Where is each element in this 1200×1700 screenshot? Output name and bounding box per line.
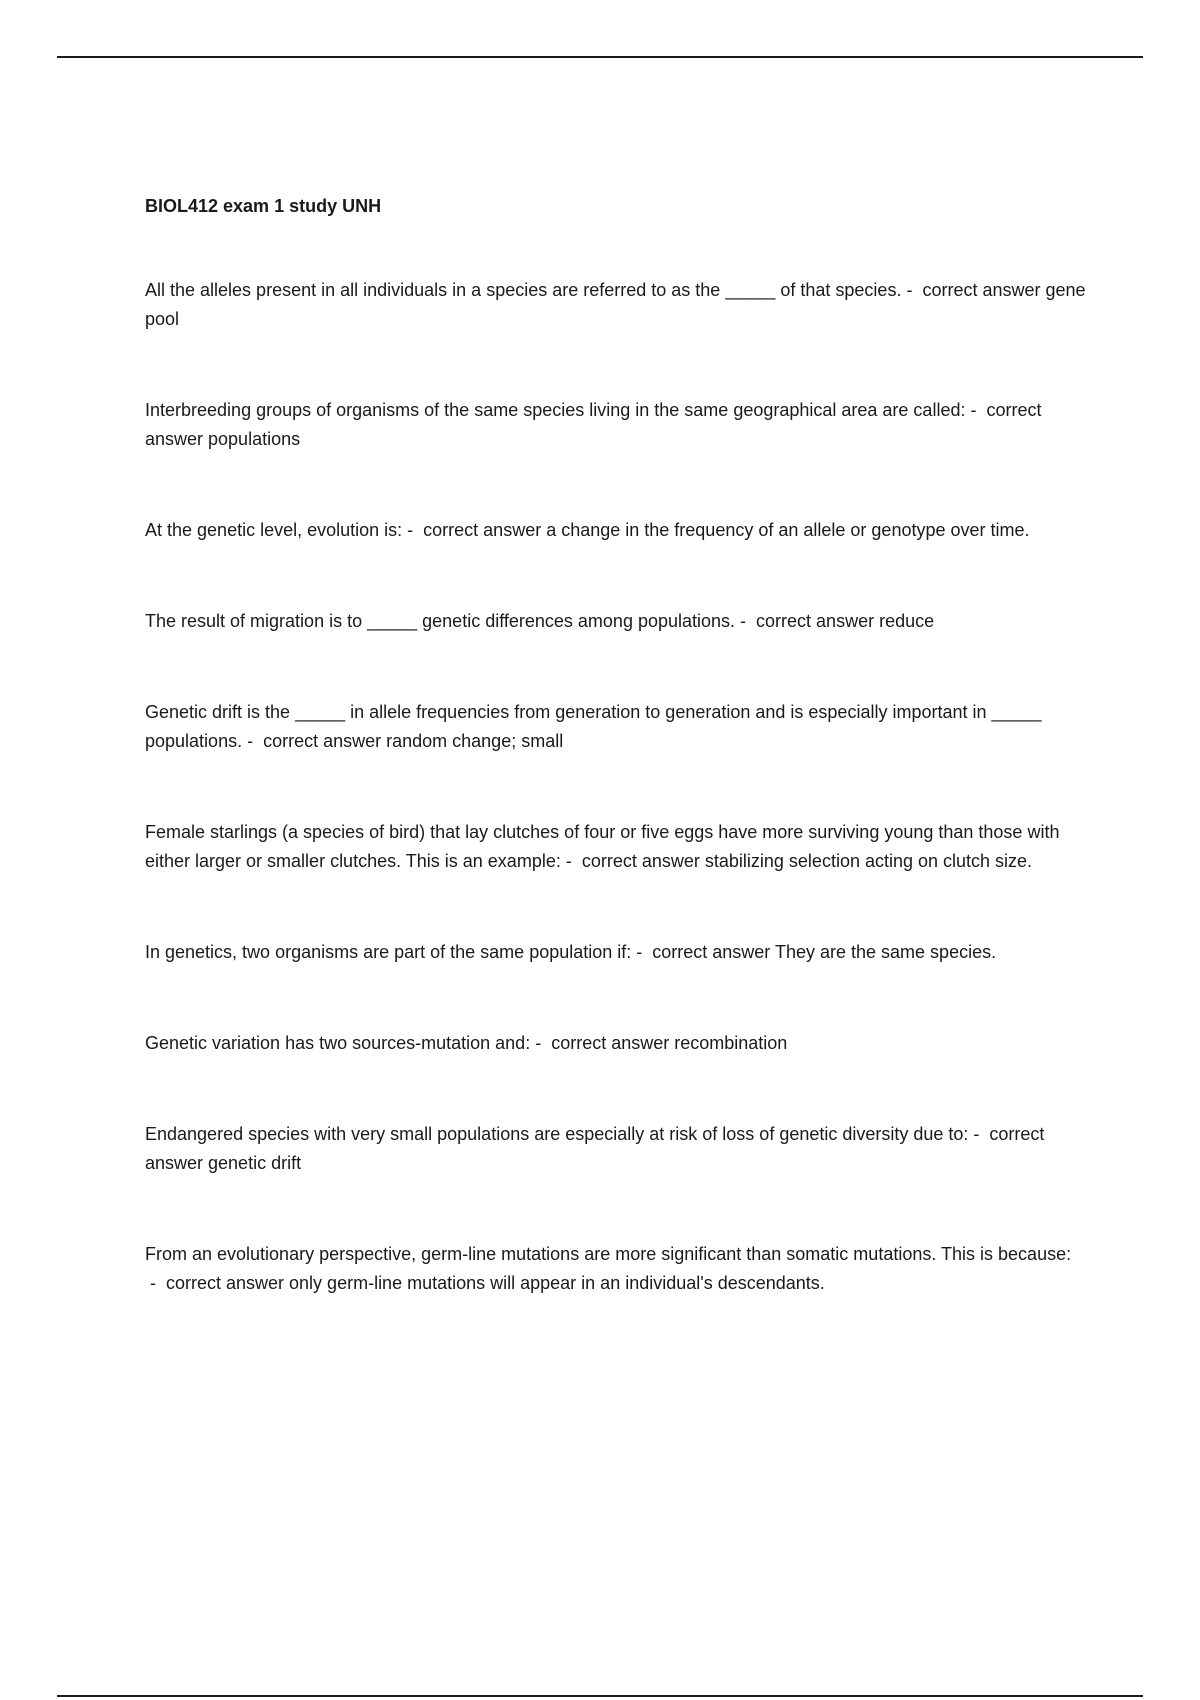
- qa-separator: -: [530, 1033, 552, 1053]
- question-text: Genetic variation has two sources-mutation and:: [145, 1033, 531, 1053]
- question-text: Endangered species with very small populations are especially at risk of loss of genetic diversity due to:: [145, 1124, 969, 1144]
- qa-item: [145, 1240, 1090, 1298]
- question-text: In genetics, two organisms are part of the same population if:: [145, 942, 632, 962]
- question-text: Genetic drift is the _____ in allele frequencies from generation to generation and is especially important in _____ populations.: [145, 702, 1042, 751]
- qa-separator: -: [968, 1124, 990, 1144]
- answer-text: correct answer populations: [145, 400, 1042, 449]
- top-rule: [57, 56, 1143, 58]
- qa-item: [145, 276, 1090, 334]
- question-text: Female starlings (a species of bird) that lay clutches of four or five eggs have more surviving young than those with either larger or smaller clutches. This is an example:: [145, 822, 1060, 871]
- question-text: All the alleles present in all individuals in a species are referred to as the _____ of that species.: [145, 280, 902, 300]
- qa-item: [145, 938, 1090, 967]
- qa-list: [145, 276, 1090, 1298]
- answer-text: correct answer genetic drift: [145, 1124, 1045, 1173]
- qa-item: [145, 396, 1090, 454]
- qa-separator: -: [560, 851, 582, 871]
- qa-item: [145, 1029, 1090, 1058]
- question-text: At the genetic level, evolution is:: [145, 520, 403, 540]
- answer-text: correct answer gene pool: [145, 280, 1086, 329]
- answer-text: correct answer a change in the frequency of an allele or genotype over time.: [423, 520, 1030, 540]
- answer-text: correct answer recombination: [551, 1033, 788, 1053]
- qa-item: [145, 698, 1090, 756]
- qa-separator: -: [145, 1273, 166, 1293]
- document-body: [145, 192, 1090, 1360]
- answer-text: correct answer They are the same species.: [652, 942, 997, 962]
- question-text: The result of migration is to _____ genetic differences among populations.: [145, 611, 736, 631]
- document-title: BIOL412 exam 1 study UNH: [145, 196, 382, 216]
- answer-text: correct answer only germ-line mutations will appear in an individual's descendants.: [166, 1273, 825, 1293]
- qa-separator: -: [242, 731, 264, 751]
- qa-separator: -: [402, 520, 424, 540]
- answer-text: correct answer random change; small: [263, 731, 564, 751]
- qa-item: [145, 818, 1090, 876]
- question-text: Interbreeding groups of organisms of the same species living in the same geographical area are called:: [145, 400, 966, 420]
- answer-text: correct answer reduce: [756, 611, 935, 631]
- qa-separator: -: [631, 942, 653, 962]
- question-text: From an evolutionary perspective, germ-line mutations are more significant than somatic mutations. This is because:: [145, 1244, 1072, 1264]
- qa-separator: -: [965, 400, 987, 420]
- answer-text: correct answer stabilizing selection acting on clutch size.: [581, 851, 1033, 871]
- qa-item: [145, 1120, 1090, 1178]
- qa-separator: -: [735, 611, 757, 631]
- qa-item: [145, 607, 1090, 636]
- qa-separator: -: [901, 280, 923, 300]
- bottom-rule: [57, 1695, 1143, 1697]
- qa-item: [145, 516, 1090, 545]
